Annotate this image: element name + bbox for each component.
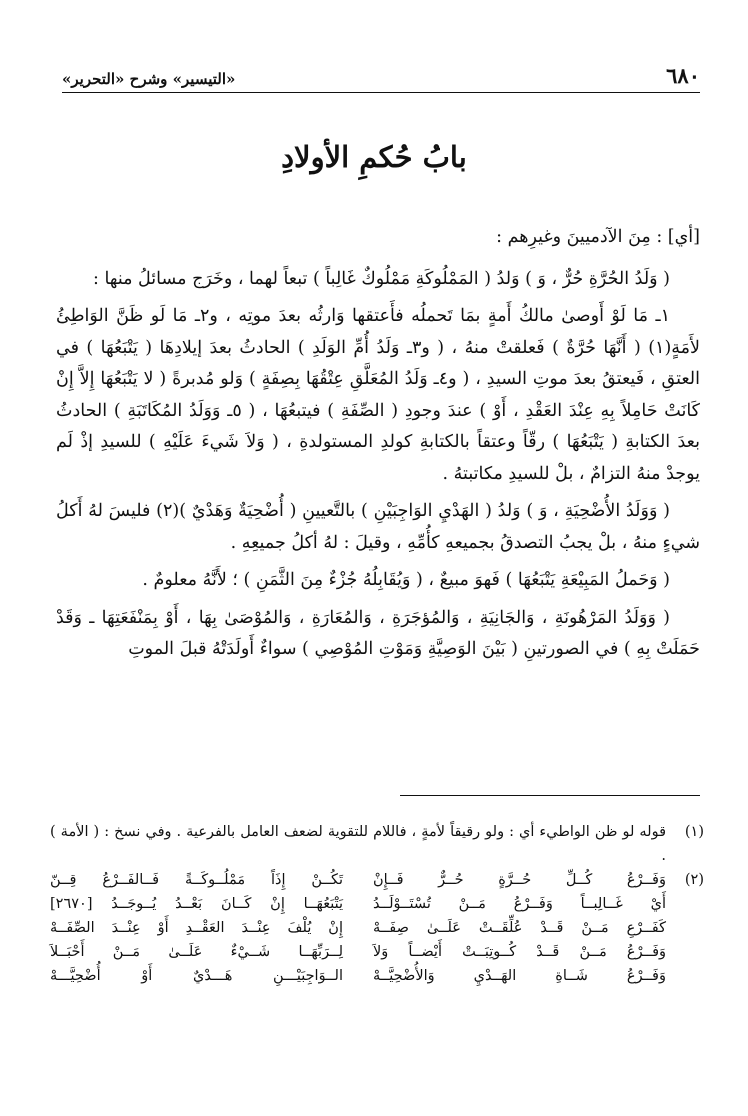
footnote-text: قوله لو ظن الواطيء أي : ولو رقيقاً لأمةٍ ، فاللام للتقوية لضعف العامل بالفرعية . وفي نسخ : ( الأمة ) . <box>50 824 666 864</box>
verse-line <box>50 868 666 892</box>
verse-first-hemistich: وَفَــرْعُ شَــاةِ الهَــدْيِ وَالأُضْحِيَّــهْ <box>373 968 666 984</box>
page-number: ٦٨٠ <box>666 63 700 88</box>
verse-second-hemistich: لِــرَبِّهَــا شَــيْءٌ عَلَــىٰ مَــنْ أَحْبَــلاَ <box>50 944 343 960</box>
footnote-separator <box>400 795 700 796</box>
running-title: «التيسير» وشرح «التحرير» <box>62 70 236 88</box>
paragraph: ١ـ مَا لَوْ أَوصىٰ مالكُ أَمةٍ بمَا تَحملُه فأَعتقها وَارثُه بعدَ موتِه ، و٢ـ مَا لَو ظَنَّ الوَاطِئُ لأَمَةٍ(١) ( أَنَّهَا حُرَّةٌ ) فَعلقتْ منهُ ، ( و٣ـ وَلَدُ أُمِّ الوَلَدِ ) الحادثُ بعدَ إيلادِهَا ( يَتْبَعُهَا ) في العتقِ ، فَيعتقُ بعدَ موتِ السيدِ ، ( و٤ـ وَلَدُ المُعَلَّقِ عِتْقُهَا بِصِفَةٍ ) وَلو مُدبرةً ( لا يَتْبَعُهَا إِلاَّ إِنْ كَانَتْ حَامِلاً بِهِ عِنْدَ العَقْدِ ، أَوْ ) عندَ وجودِ ( الصِّفَةِ ) فيتبعُهَا ، ( ٥ـ وَوَلَدُ المُكَاتَبَةِ ) الحادثُ بعدَ الكتابةِ ( يَتْبَعُهَا ) رقّاً وعتقاً بالكتابةِ كولدِ المستولدةِ ، ( وَلاَ شَيءَ عَلَيْهِ ) للسيدِ إذْ لَم يوجدْ منهُ التزامٌ ، بلْ للسيدِ مكاتبتهُ . <box>56 306 701 484</box>
footnote-marker: (١) <box>684 824 704 840</box>
verse-second-hemistich: يَتْبَعُهَــا إِنْ كَــانَ بَعْــدُ يُــوجَــدُ [٢٦٧٠] <box>50 896 343 912</box>
footnote-2 <box>50 868 704 988</box>
verse-line <box>50 964 666 988</box>
verse-line <box>50 892 666 916</box>
paragraph: ( وَوَلَدُ المَرْهُونَةِ ، وَالجَانِيَةِ ، وَالمُؤجَرَةِ ، وَالمُعَارَةِ ، وَالمُوْصَىٰ بِهَا ، أَوْ بِمَنْفَعَتِهَا ـ وَقَدْ حَمَلَتْ بِهِ ) في الصورتينِ ( بَيْنَ الوَصِيَّةِ وَمَوْتِ المُوْصِي ) سواءٌ أَولَدَتْهُ قبلَ الموتِ <box>56 607 700 659</box>
verse-first-hemistich: وَفَــرْعُ مَــنْ قَــدْ كُــوتِبَــتْ أَيْضــاً وَلاَ <box>373 944 666 960</box>
verse-second-hemistich: الــوَاجِبَيْـــنِ هَـــدْيٌ أَوْ أُضْحِيَّـــهْ <box>50 968 343 984</box>
verse-block <box>50 868 666 988</box>
verse-first-hemistich: أَيْ غَــالِبــاً وَفَــرْعُ مَــنْ تُسْتَــوْلَــدُ <box>373 896 666 912</box>
footnotes <box>50 820 704 988</box>
paragraph: [أي] : مِنَ الآدميينَ وغيرِهم : <box>496 227 700 247</box>
paragraph: ( وَحَملُ المَبِيْعَةِ يَتْبَعُهَا ) فَهوَ مبيعٌ ، ( وَيُقَابِلُهُ جُزْءٌ مِنَ الثَّمَنِ ) ؛ لأَنَّهُ معلومٌ . <box>142 570 670 590</box>
main-text <box>56 222 700 672</box>
verse-first-hemistich: كَفَــرْعِ مَــنْ قَــدْ عُلِّقَــتْ عَلَــىٰ صِفَــهْ <box>373 920 666 936</box>
verse-line <box>50 916 666 940</box>
paragraph: ( وَلَدُ الحُرَّةِ حُرٌّ ، وَ ) وَلدُ ( المَمْلُوكَةِ مَمْلُوكٌ غَالِباً ) تبعاً لهما ، وخَرَج مسائلُ منها : <box>92 268 670 289</box>
verse-second-hemistich: تَكُــنْ إِذَاً مَمْلُــوكَــةً فَــالفَــرْعُ قِــنّ <box>50 872 343 888</box>
verse-line <box>50 940 666 964</box>
verse-second-hemistich: إِنْ يُلْفَ عِنْــدَ العَقْــدِ أَوْ عِنْــدَ الصِّفَــهْ <box>50 920 343 936</box>
chapter-title: بابُ حُكمِ الأولادِ <box>281 140 467 174</box>
page-header <box>62 58 700 93</box>
verse-first-hemistich: وَفَــرْعُ كُــلِّ حُــرَّةٍ حُــرٌّ فَــإِنْ <box>373 872 666 888</box>
footnote-marker: (٢) <box>684 872 704 888</box>
paragraph: ( وَوَلَدُ الأُضْحِيَةِ ، وَ ) وَلدُ ( الهَدْيِ الوَاجِبَيْنِ ) بالتَّعيينِ ( أُضْحِيَةٌ وَهَدْيٌ )(٢) فليسَ لهُ أَكلُ شيءٍ منهُ ، بلْ يجبُ التصدقُ بجميعهِ كأُمِّهِ ، وقيلَ : لهُ أكلُ جميعِهِ . <box>56 501 700 553</box>
footnote-1 <box>50 820 704 868</box>
